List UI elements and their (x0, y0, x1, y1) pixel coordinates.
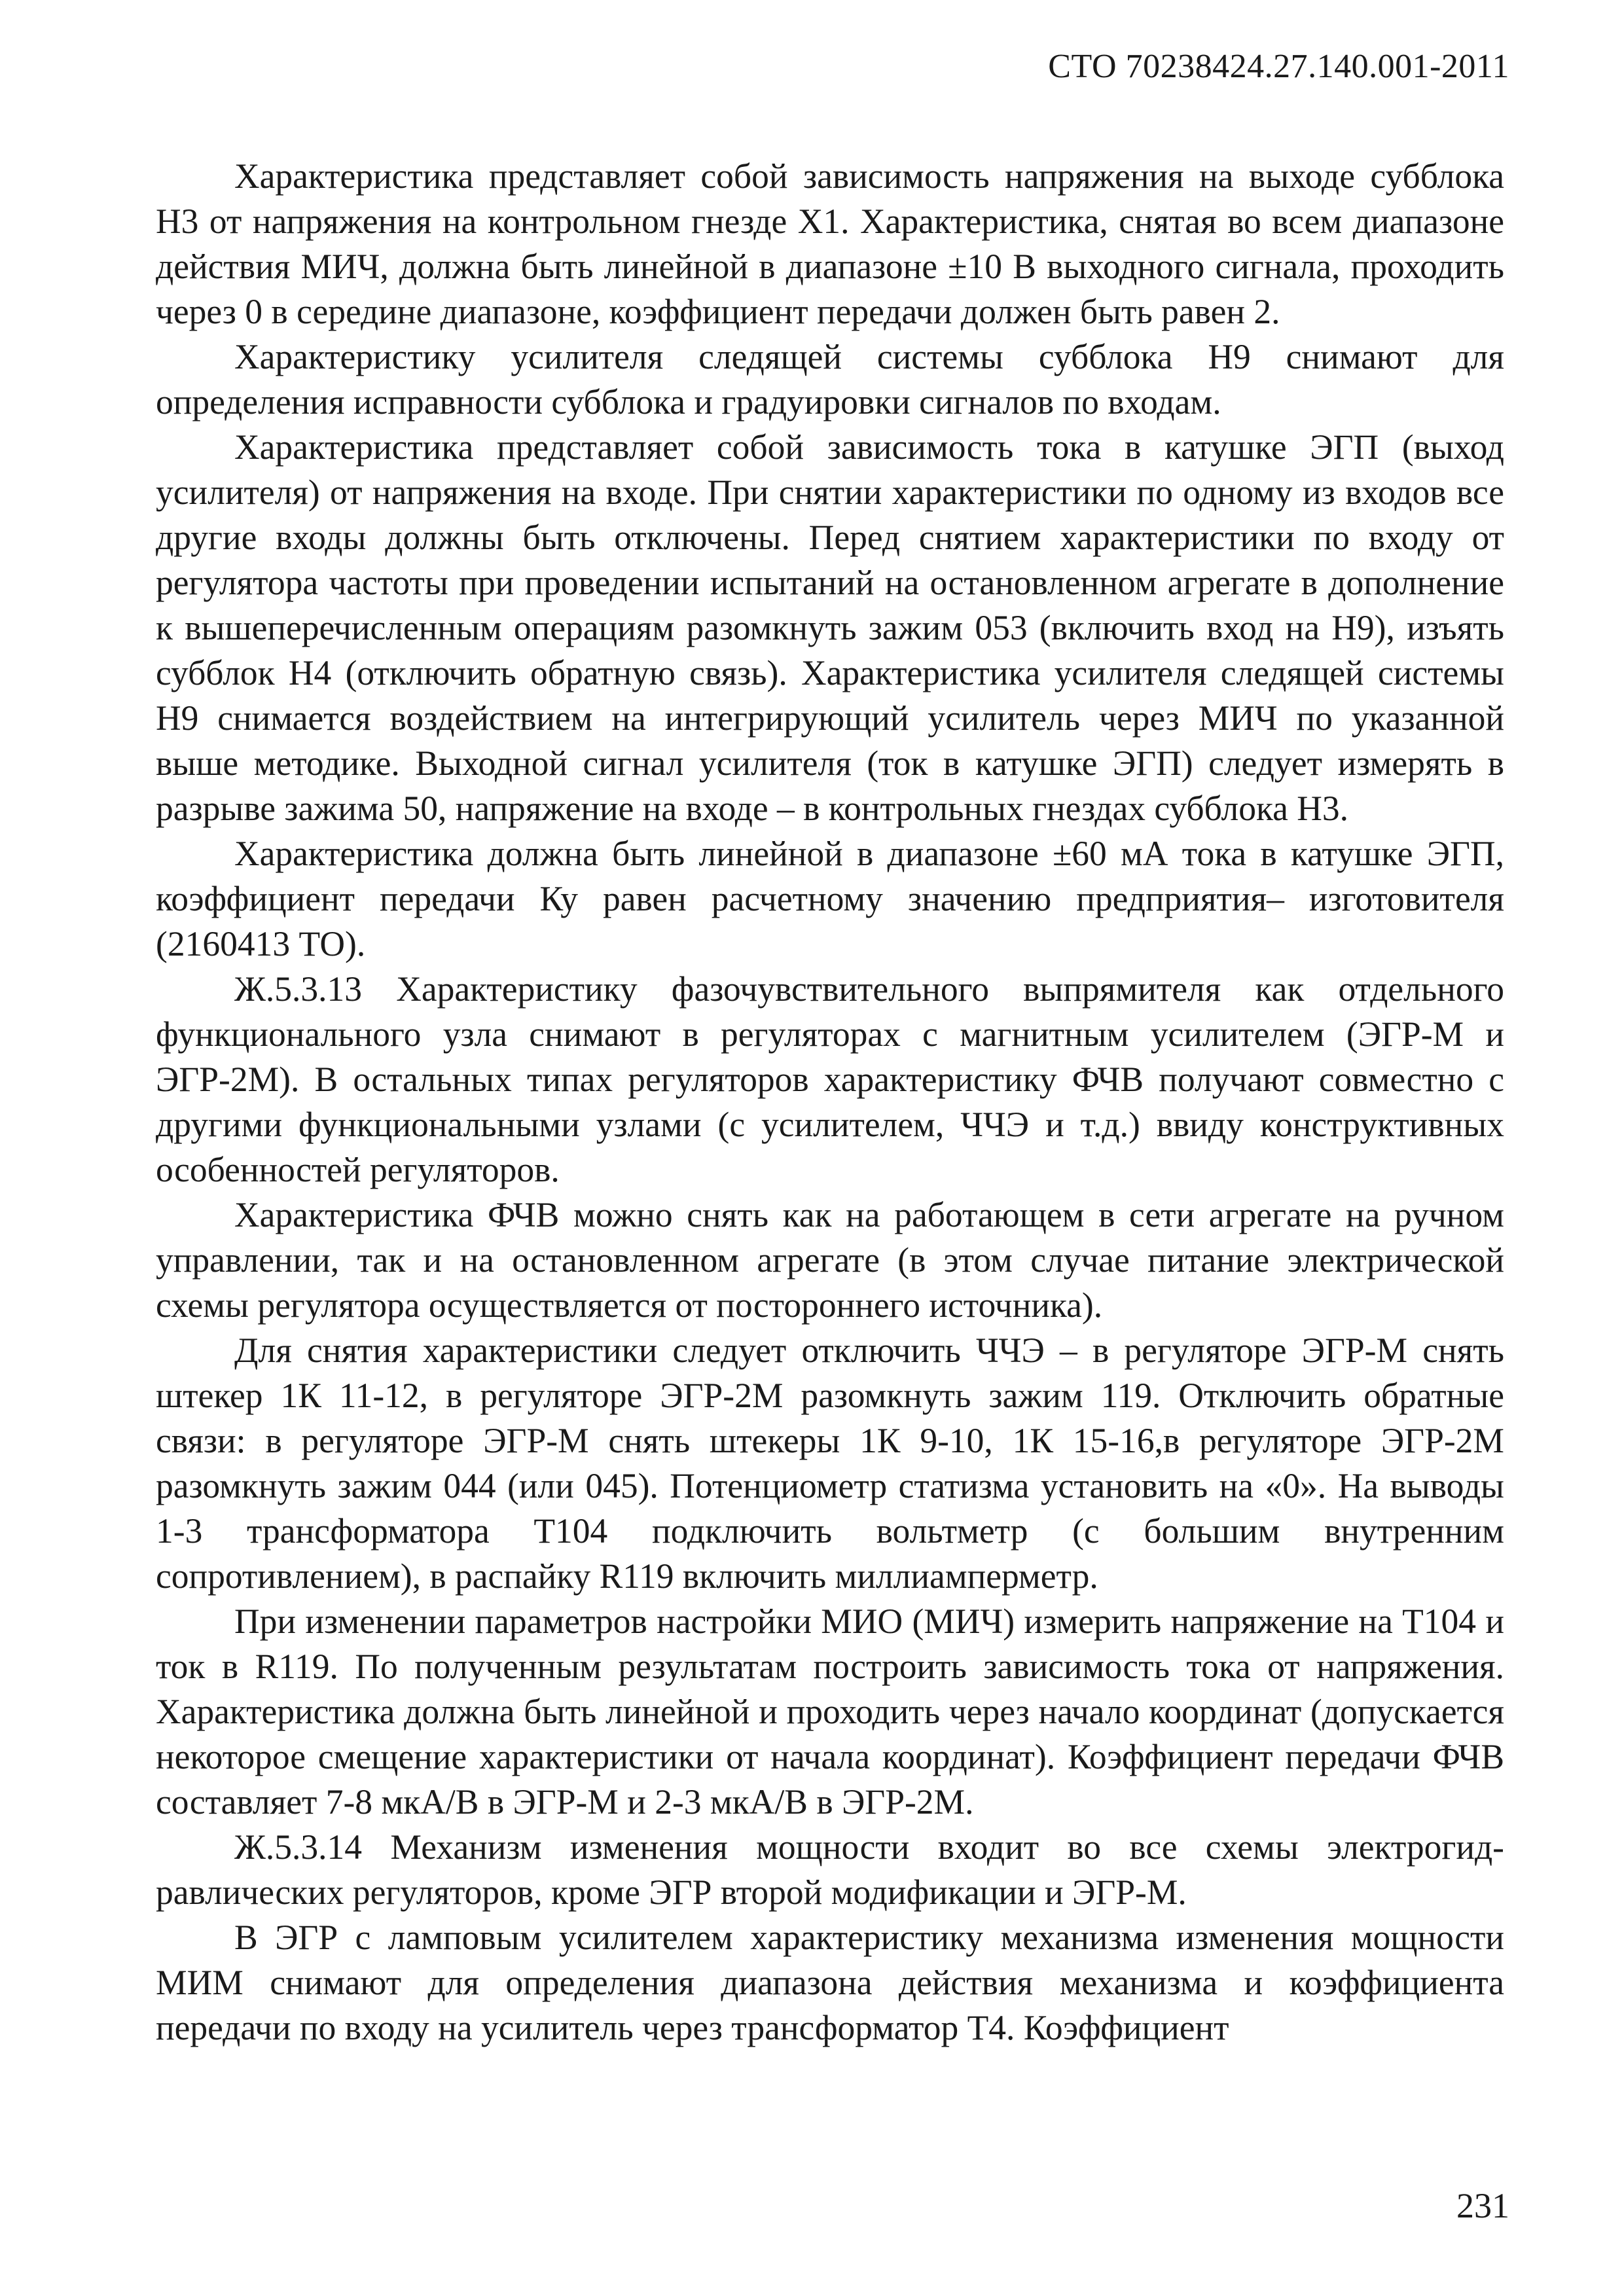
paragraph-1: Характеристика представляет собой зависимость напряжения на выходе субблока Н3 от напряжения на контрольном гнезде Х1. Характеристика, снятая во всем диапазоне действия МИЧ, должна быть линейной в диапазоне ±10 В выходного сигнала, проходить через 0 в середине диапазоне, коэффициент передачи должен быть равен 2. (156, 156, 1504, 331)
page-number: 231 (1456, 2186, 1509, 2225)
paragraph-9: Ж.5.3.14 Механизм изменения мощности входит во все схемы электрогидравлических регуляторов, кроме ЭГР второй модификации и ЭГР-М. (156, 1827, 1504, 1912)
document-code-header: СТО 70238424.27.140.001-2011 (1048, 48, 1509, 85)
paragraph-7: Для снятия характеристики следует отключить ЧЧЭ – в регуляторе ЭГР-М снять штекер 1К 11-12, в регуляторе ЭГР-2М разомкнуть зажим 119. Отключить обратные связи: в регуляторе ЭГР-М снять штекеры 1К 9-10, 1К 15-16,в регуляторе ЭГР-2М разомкнуть зажим 044 (или 045). Потенциометр статизма установить на «0». На выводы 1-3 трансформатора Т104 подключить вольтметр (с большим внутренним сопротивлением), в распайку R119 включить миллиамперметр. (156, 1331, 1504, 1596)
paragraph-2: Характеристику усилителя следящей системы субблока Н9 снимают для определения исправности субблока и градуировки сигналов по входам. (156, 337, 1504, 422)
paragraph-3: Характеристика представляет собой зависимость тока в катушке ЭГП (выход усилителя) от напряжения на входе. При снятии характеристики по одному из входов все другие входы должны быть отключены. Перед снятием характеристики по входу от регулятора частоты при проведении испытаний на остановленном агрегате в дополнение к вышеперечисленным операциям разомкнуть зажим 053 (включить вход на Н9), изъять субблок Н4 (отключить обратную связь). Характеристика усилителя следящей системы Н9 снимается воздействием на интегрирующий усилитель через МИЧ по указанной выше методике. Выходной сигнал усилителя (ток в катушке ЭГП) следует измерять в разрыве зажима 50, напряжение на входе – в контрольных гнездах субблока Н3. (156, 427, 1504, 828)
paragraph-6: Характеристика ФЧВ можно снять как на работающем в сети агрегате на ручном управлении, так и на остановленном агрегате (в этом случае питание электрической схемы регулятора осуществляется от постороннего источника). (156, 1195, 1504, 1325)
document-body (156, 154, 1504, 2051)
paragraph-8: При изменении параметров настройки МИО (МИЧ) измерить напряжение на Т104 и ток в R119. По полученным результатам построить зависимость тока от напряжения. Характеристика должна быть линейной и проходить через начало координат (допускается некоторое смещение характеристики от начала координат). Коэффициент передачи ФЧВ составляет 7-8 мкА/В в ЭГР-М и 2-3 мкА/В в ЭГР-2М. (156, 1602, 1504, 1821)
paragraph-10: В ЭГР с ламповым усилителем характеристику механизма изменения мощности МИМ снимают для определения диапазона действия механизма и коэффициента передачи по входу на усилитель через трансформатор Т4. Коэффициент (156, 1918, 1504, 2047)
paragraph-4: Характеристика должна быть линейной в диапазоне ±60 мА тока в катушке ЭГП, коэффициент передачи Ку равен расчетному значению предприятия– изготовителя (2160413 ТО). (156, 834, 1504, 963)
paragraph-5: Ж.5.3.13 Характеристику фазочувствительного выпрямителя как отдельного функционального узла снимают в регуляторах с магнитным усилителем (ЭГР-М и ЭГР-2М). В остальных типах регуляторов характеристику ФЧВ получают совместно с другими функциональными узлами (с усилителем, ЧЧЭ и т.д.) ввиду конструктивных особенностей регуляторов. (156, 969, 1504, 1189)
